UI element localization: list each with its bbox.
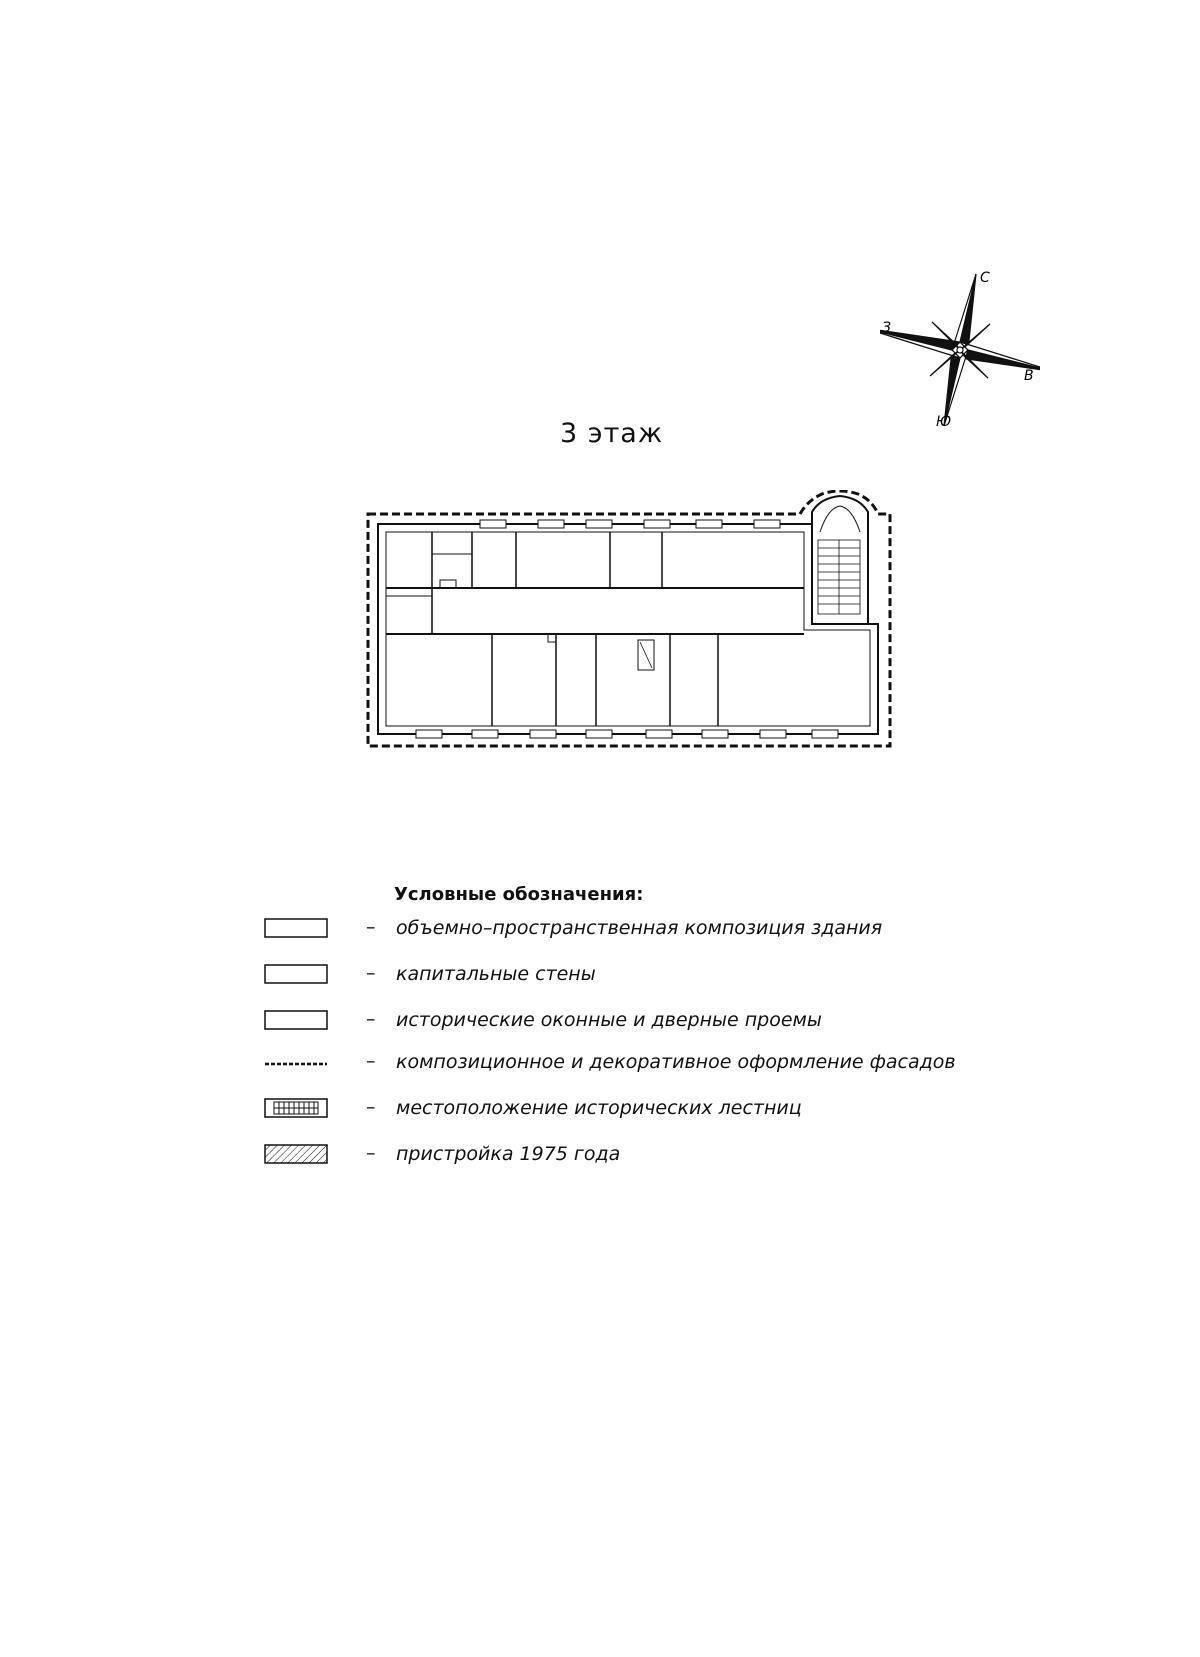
legend-item-stairs [264, 1096, 1024, 1122]
legend-box-symbol [264, 964, 328, 984]
compass-east-label: В [1024, 368, 1034, 384]
legend-text: исторические оконные и дверные проемы [396, 1009, 822, 1031]
compass-west-label: З [882, 320, 891, 336]
floor-title: 3 этаж [560, 418, 664, 449]
historic-stair [818, 540, 860, 614]
compass-north-label: С [980, 270, 990, 286]
legend-dashed-symbol [264, 1052, 328, 1072]
legend-box-symbol [264, 1010, 328, 1030]
legend-text: капитальные стены [396, 963, 596, 985]
legend-title: Условные обозначения: [394, 884, 644, 905]
legend-item-annex-1975 [264, 1142, 1024, 1168]
legend-dash: – [366, 962, 376, 984]
legend-text: пристройка 1975 года [396, 1143, 621, 1165]
compass-rose-icon [880, 270, 1040, 430]
compass-south-label: Ю [936, 414, 952, 430]
legend-item-openings [264, 1008, 1024, 1034]
inner-wall [386, 532, 870, 726]
legend-text: местоположение исторических лестниц [396, 1097, 802, 1119]
legend-dash: – [366, 1096, 376, 1118]
legend-item-facade-decoration [264, 1050, 1024, 1076]
legend-stair-symbol [264, 1098, 328, 1118]
outer-wall [378, 524, 878, 734]
legend-dash: – [366, 1142, 376, 1164]
floor-plan [360, 490, 910, 770]
legend-dash: – [366, 916, 376, 938]
legend-box-symbol [264, 918, 328, 938]
legend-hatch-symbol [264, 1144, 328, 1164]
legend-text: композиционное и декоративное оформление фасадов [396, 1051, 956, 1073]
stair-tower-wall [812, 496, 868, 624]
legend-text: объемно–пространственная композиция здания [396, 917, 883, 939]
legend-item-composition [264, 916, 1024, 942]
legend-item-capital-walls [264, 962, 1024, 988]
legend-dash: – [366, 1050, 376, 1072]
legend-dash: – [366, 1008, 376, 1030]
